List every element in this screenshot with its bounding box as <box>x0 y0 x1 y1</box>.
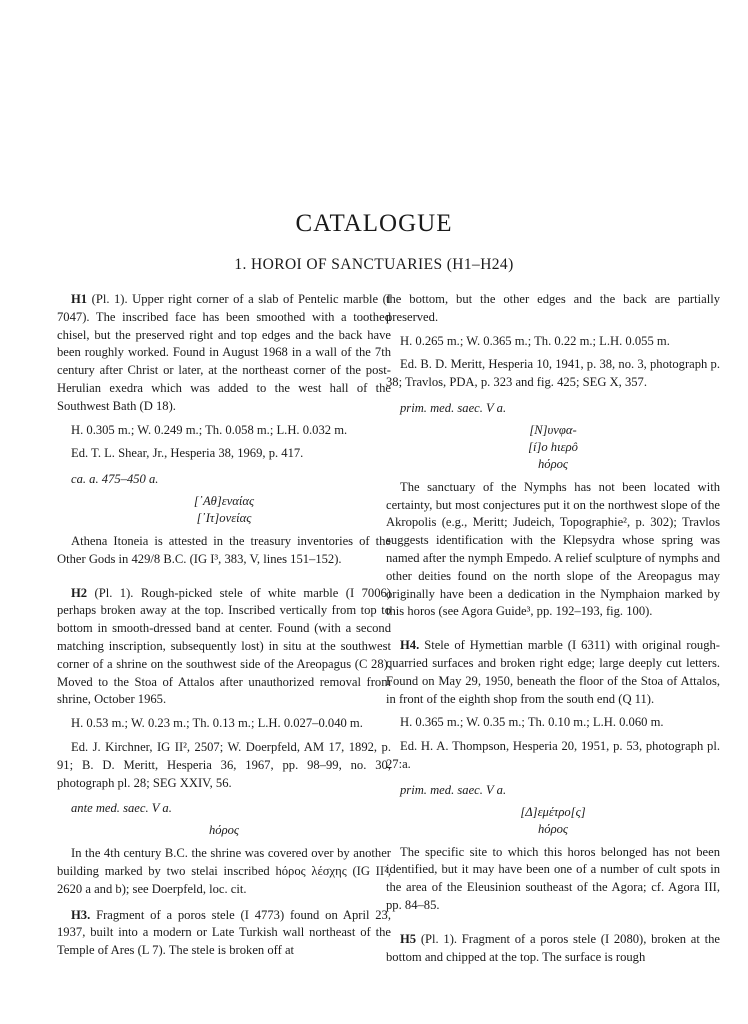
entry-h4-date: prim. med. saec. V a. <box>400 782 507 797</box>
entry-h2-description: H2 (Pl. 1). Rough-picked stele of white marble (I 7006) perhaps broken away at the top. Inscribed vertically from top to bottom in smooth-dressed band at center. Found (with a second matching inscription, subsequently lost) in situ at the southwest corner of a shrine on the southwest side of the Areopagus (C 28). Moved to the Stoa of Attalos after unauthorized removal from shrine, October 1965. <box>57 585 391 707</box>
inscription-line: [Δ]εμέτρο[ς] <box>520 804 586 819</box>
entry-h2-date: ante med. saec. V a. <box>71 801 172 816</box>
entry-h5-label: H5 <box>400 931 417 946</box>
entry-h5-description: H5 (Pl. 1). Fragment of a poros stele (I 2080), broken at the bottom and chipped at the top. The surface is rough <box>386 931 721 964</box>
entry-h4-label: H4. <box>400 638 420 653</box>
entry-h3-edition: Ed. B. D. Meritt, Hesperia 10, 1941, p. 38, no. 3, photograph p. 38; Travlos, PDA, p. 323 and fig. 425; SEG X, 357. <box>386 357 720 390</box>
page-title: CATALOGUE <box>295 210 453 237</box>
inscription-line: hόρος <box>208 823 240 838</box>
right-column <box>386 291 720 966</box>
left-column <box>57 291 391 960</box>
entry-h1-description: H1 (Pl. 1). Upper right corner of a slab of Pentelic marble (I 7047). The inscribed face has been smoothed with a toothed chisel, but the preserved right and top edges and the back have been roughly worked. Found in August 1968 in a wall of the 7th century after Christ or later, at the northeast corner of the post-Herulian exedra which was added to the west hall of the Southwest Bath (D 18). <box>57 292 392 413</box>
entry-h1-label: H1 <box>71 292 88 306</box>
entry-h1-edition: Ed. T. L. Shear, Jr., Hesperia 38, 1969, p. 417. <box>71 446 304 461</box>
entry-h2-commentary: In the 4th century B.C. the shrine was covered over by another building marked by two stelai inscribed hόρος λέσχης (IG II², 2620 a and b); see Doerpfeld, loc. cit. <box>57 846 391 896</box>
entry-h3-label: H3. <box>71 907 91 922</box>
entry-h2-edition: Ed. J. Kirchner, IG II², 2507; W. Doerpfeld, AM 17, 1892, p. 91; B. D. Meritt, Hesperia 36, 1967, pp. 98–99, no. 30, photograph pl. 28; SEG XXIV, 56. <box>57 739 391 790</box>
entry-h2-inscription <box>57 822 391 839</box>
inscription-line: hόρος <box>537 821 569 836</box>
entry-h3-date: prim. med. saec. V a. <box>400 400 507 415</box>
inscription-line: [N]υνφα- <box>529 422 577 437</box>
entry-h1-inscription <box>57 493 391 527</box>
entry-h3-dimensions: H. 0.265 m.; W. 0.365 m.; Th. 0.22 m.; L.H. 0.055 m. <box>400 333 670 348</box>
entry-h1-dimensions: H. 0.305 m.; W. 0.249 m.; Th. 0.058 m.; L.H. 0.032 m. <box>71 422 348 437</box>
inscription-line: [í]ο hιερô <box>528 439 578 454</box>
entry-h4-edition: Ed. H. A. Thompson, Hesperia 20, 1951, p. 53, photograph pl. 27:a. <box>386 739 720 771</box>
entry-h3-inscription <box>386 422 720 473</box>
entry-h4-commentary: The specific site to which this horos belonged has not been identified, but it may have been one of a number of cult spots in the area of the Eleusinion southeast of the Agora; cf. Agora III, pp. 84–85. <box>386 844 720 912</box>
entry-h3-description-end: the bottom, but the other edges and the back are partially preserved. <box>386 292 720 324</box>
entry-h3-description-start: H3. Fragment of a poros stele (I 4773) found on April 23, 1937, built into a modern or Late Turkish wall northeast of the Temple of Ares (L 7). The stele is broken off at <box>57 907 391 958</box>
entry-h2-dimensions: H. 0.53 m.; W. 0.23 m.; Th. 0.13 m.; L.H. 0.027–0.040 m. <box>71 716 363 731</box>
entry-h1-commentary: Athena Itoneia is attested in the treasury inventories of the Other Gods in 429/8 B.C. (IG I³, 383, V, lines 151–152). <box>57 533 391 566</box>
entry-h4-description: H4. Stele of Hymettian marble (I 6311) with original rough-quarried surfaces and broken right edge; large deeply cut letters. Found on May 29, 1950, beneath the floor of the Stoa of Attalos, in front of the eighth shop from the south end (Q 11). <box>386 638 720 706</box>
entry-h1-date: ca. a. 475–450 a. <box>71 472 159 487</box>
inscription-line: hόρος <box>537 456 569 471</box>
inscription-line: [᾿Ιτ]ονείας <box>196 510 252 525</box>
inscription-line: [᾿Αθ]εναίας <box>193 493 255 508</box>
entry-h4-dimensions: H. 0.365 m.; W. 0.35 m.; Th. 0.10 m.; L.H. 0.060 m. <box>400 715 664 730</box>
section-title: 1. HOROI OF SANCTUARIES (H1–H24) <box>234 256 514 273</box>
entry-h2-label: H2 <box>71 585 88 600</box>
entry-h4-inscription <box>386 804 720 838</box>
entry-h3-commentary: The sanctuary of the Nymphs has not been located with certainty, but most conjectures put it on the northwest slope of the Akropolis (e.g., Meritt; Judeich, Topographie², p. 302); Travlos suggests identification with the Klepsydra whose spring was named after the nymph Empedo. A relief sculpture of nymphs and other deities found on the north slope of the Areopagus may originally have been a dedication in the Nymphaion marked by this horos (see Agora Guide³, pp. 192–193, fig. 100). <box>386 479 720 619</box>
